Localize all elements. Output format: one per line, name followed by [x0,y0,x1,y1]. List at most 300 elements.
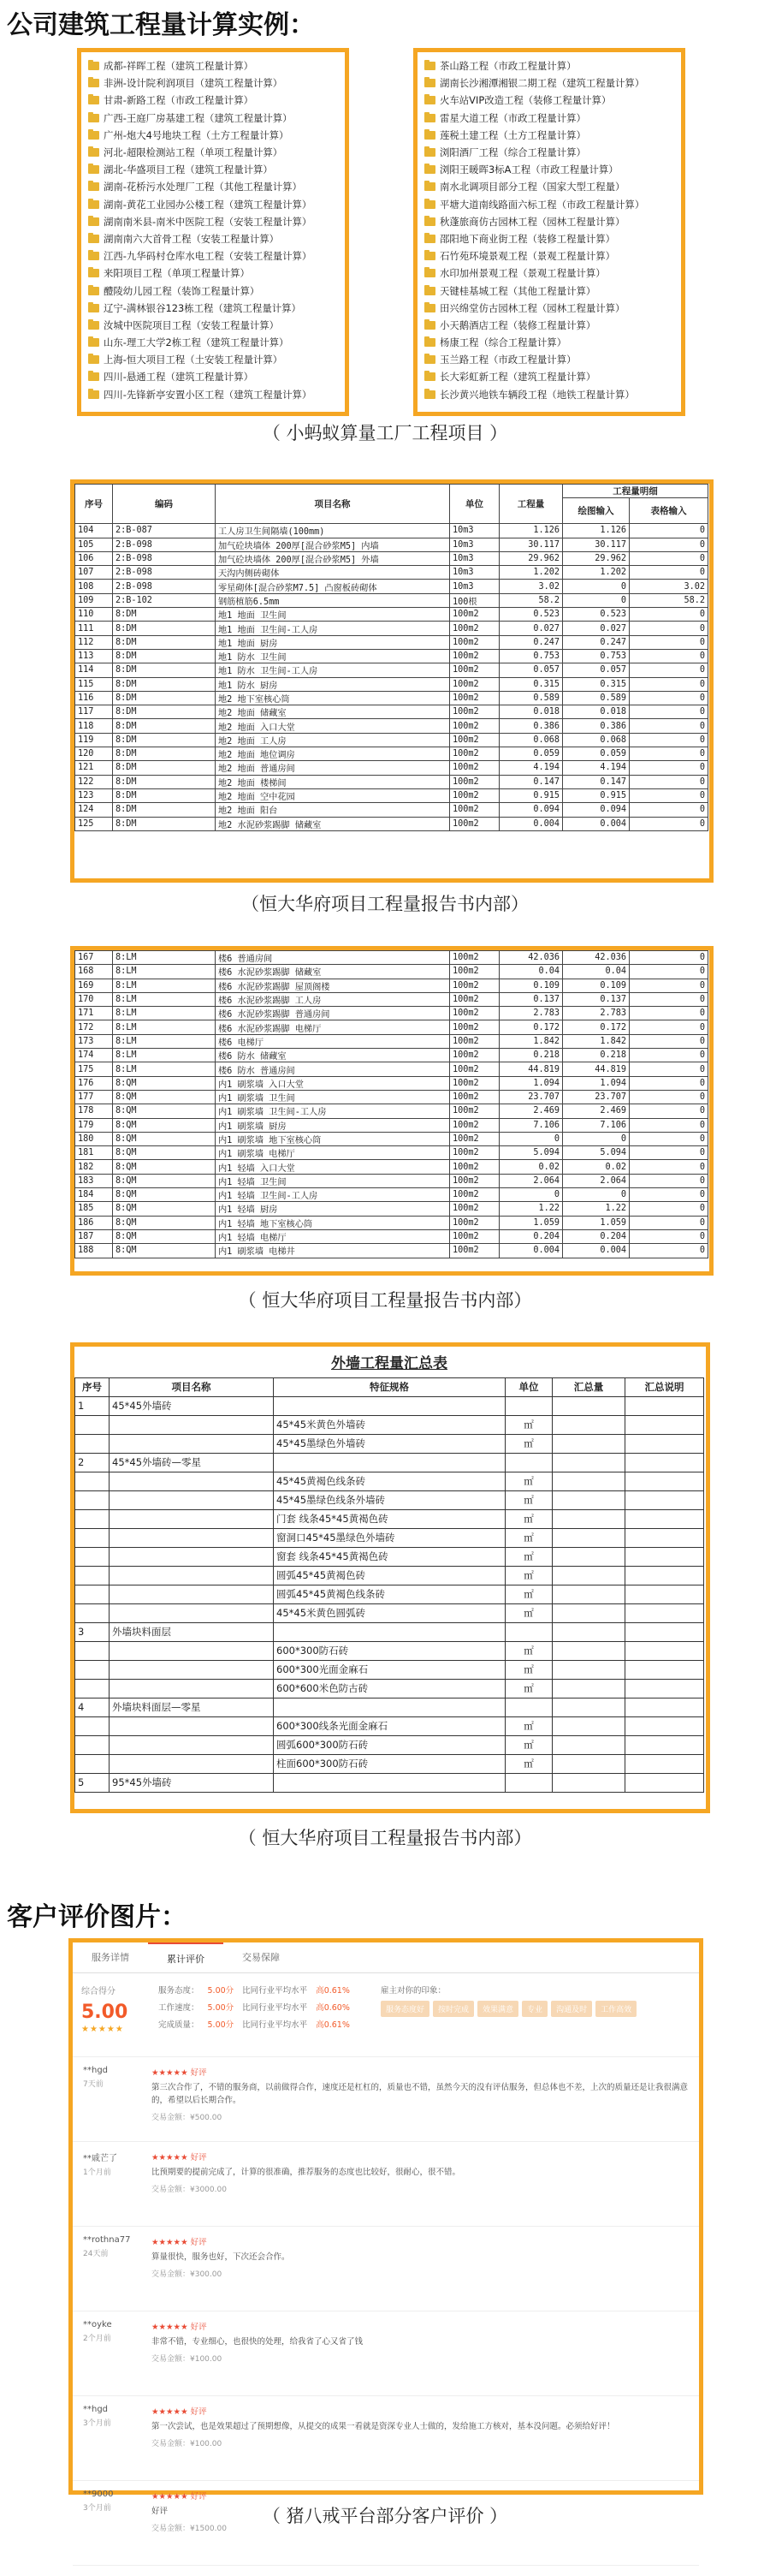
cell-table: 0 [630,1034,708,1048]
cell-no: 182 [75,1160,113,1174]
cell-table: 0 [630,538,708,551]
cell-no: 4 [75,1698,110,1716]
folder-item[interactable] [88,127,345,144]
folder-label: 成都-祥晖工程（建筑工程量计算） [104,60,253,73]
cell-unit: ㎡ [506,1528,553,1547]
cell-draw: 0 [563,1188,630,1202]
cell-code: 8:QM [113,1229,216,1243]
cell-code: 8:QM [113,1174,216,1187]
cell-draw: 1.22 [563,1202,630,1216]
folder-icon [424,165,435,174]
folder-item[interactable] [424,92,681,109]
table-row [75,1509,704,1528]
cell-name: 地2 地面 楼梯间 [216,775,450,788]
cell-name: 地1 地面 厨房 [216,635,450,649]
cell-unit: 100根 [450,593,500,607]
folder-label: 浏阳酒厂工程（综合工程量计算） [440,146,586,159]
cell-no: 106 [75,551,113,565]
cell-no: 120 [75,747,113,761]
cell-draw: 0.057 [563,663,630,677]
review-amount: 交易金额：¥500.00 [151,2114,222,2122]
cell-no: 173 [75,1034,113,1048]
cell-draw: 0.068 [563,733,630,747]
folder-label: 长大彩虹新工程（建筑工程量计算） [440,371,596,384]
col-detail: 工程量明细 [563,485,708,498]
table-row [75,1146,708,1160]
table-row [75,1698,704,1716]
cell-qty: 0.247 [500,635,563,649]
table-row [75,1216,708,1229]
cell-name: 地2 地面 地位调房 [216,747,450,761]
folder-item[interactable] [88,196,345,213]
cell-table: 58.2 [630,593,708,607]
folder-icon [424,252,435,260]
cell-name [110,1434,274,1453]
cell-unit: 100m2 [450,1007,500,1020]
table-row [75,1229,708,1243]
reviewer [83,2235,151,2302]
cell-name [110,1735,274,1754]
folder-icon [424,79,435,87]
table-row [75,1049,708,1062]
cell-code: 2:B-098 [113,551,216,565]
cell-name: 地1 防水 卫生间 [216,649,450,663]
cell-no: 5 [75,1773,110,1792]
cell-code: 8:DM [113,649,216,663]
review-stars: ★★★★★ 好评 [151,2238,207,2247]
cell-name: 外墙块料面层 [110,1622,274,1641]
cell-draw: 0 [563,1132,630,1145]
cell-qty: 1.094 [500,1076,563,1090]
cell-qty: 58.2 [500,593,563,607]
table-row [75,1174,708,1187]
table-row [75,1622,704,1641]
cell-spec: 600*600米色防古砖 [274,1679,506,1698]
col-name: 项目名称 [216,485,450,524]
cell-unit: 100m2 [450,635,500,649]
folder-item[interactable] [424,230,681,247]
review-amount: 交易金额：¥3000.00 [151,2186,227,2194]
table-row [75,775,708,788]
folder-item[interactable] [424,247,681,265]
cell-code: 2:B-098 [113,580,216,593]
col-no: 序号 [75,485,113,524]
cell-note [625,1679,704,1698]
folder-item[interactable] [88,213,345,230]
cell-unit: 100m2 [450,788,500,802]
table-row [75,1679,704,1698]
cell-code: 8:LM [113,1049,216,1062]
table-row [75,1160,708,1174]
folder-item[interactable] [424,300,681,317]
cell-table: 0 [630,649,708,663]
cell-code: 2:B-098 [113,566,216,580]
tab-reviews[interactable]: 累计评价 [148,1942,223,1972]
folder-item[interactable] [88,282,345,299]
cell-code: 8:QM [113,1160,216,1174]
ext-col-total: 汇总量 [553,1377,625,1396]
score-stars: ★★★★★ [81,2025,124,2034]
folder-icon [88,182,99,191]
folder-label: 四川-先锋新亭安置小区工程（建筑工程量计算） [104,388,312,401]
folder-item[interactable] [424,386,681,403]
tab-service-details[interactable]: 服务详情 [92,1952,129,1963]
cell-total [553,1622,625,1641]
cell-qty: 0.915 [500,788,563,802]
table-row [75,979,708,992]
cell-draw: 4.194 [563,761,630,775]
cell-table: 0 [630,1104,708,1118]
cell-draw: 0.204 [563,1229,630,1243]
cell-note [625,1566,704,1585]
cell-draw: 0.915 [563,788,630,802]
table-row [75,1585,704,1603]
cell-code: 8:DM [113,677,216,691]
cell-no: 2 [75,1453,110,1472]
cell-draw: 1.059 [563,1216,630,1229]
cell-draw: 1.842 [563,1034,630,1048]
cell-unit: 100m2 [450,1118,500,1132]
cell-code: 8:LM [113,965,216,979]
cell-no: 185 [75,1202,113,1216]
cell-qty: 1.22 [500,1202,563,1216]
cell-no [75,1434,110,1453]
cell-code: 8:DM [113,733,216,747]
folder-item[interactable] [424,161,681,178]
cell-name: 45*45外墙砖—零星 [110,1453,274,1472]
table-row [75,803,708,817]
cell-qty: 0.753 [500,649,563,663]
cell-unit: 100m2 [450,775,500,788]
cell-no [75,1585,110,1603]
table-row [75,1566,704,1585]
folder-icon [424,269,435,277]
folder-label: 杨康工程（综合工程量计算） [440,336,567,349]
cell-qty: 0.137 [500,992,563,1006]
folder-item[interactable] [88,368,345,385]
cell-qty: 0.218 [500,1049,563,1062]
cell-name: 天沟内侧砖砌体 [216,566,450,580]
cell-total [553,1660,625,1679]
review-stars: ★★★★★ 好评 [151,2068,207,2078]
folder-item[interactable] [424,368,681,385]
folder-icon [424,114,435,122]
folder-item[interactable] [424,317,681,334]
folder-icon [88,235,99,243]
cell-unit [506,1622,553,1641]
cell-no: 177 [75,1090,113,1104]
cell-total [553,1716,625,1735]
cell-no: 180 [75,1132,113,1145]
metric-row [158,1984,372,2001]
score-summary [73,1973,699,2057]
folder-item[interactable] [424,265,681,282]
folder-icon [424,148,435,157]
folder-icon [88,217,99,226]
cell-code: 8:QM [113,1146,216,1160]
folder-item[interactable] [424,334,681,351]
cell-table: 0 [630,965,708,979]
cell-name: 地2 地面 普通房间 [216,761,450,775]
cell-unit [506,1773,553,1792]
cell-code: 8:DM [113,635,216,649]
folder-item[interactable] [88,57,345,74]
cell-qty: 0.018 [500,705,563,719]
cell-no: 117 [75,705,113,719]
cell-table: 0 [630,761,708,775]
cell-code: 8:QM [113,1188,216,1202]
cell-name: 地2 地下室核心筒 [216,691,450,705]
cell-spec: 圆弧45*45黄褐色线条砖 [274,1585,506,1603]
quantity-report-table-1 [70,479,714,883]
cell-total [553,1472,625,1490]
cell-no [75,1641,110,1660]
cell-qty: 44.819 [500,1062,563,1076]
cell-note [625,1716,704,1735]
folder-item[interactable] [88,386,345,403]
cell-table: 0 [630,1118,708,1132]
folder-label: 山东-理工大学2栋工程（建筑工程量计算） [104,336,289,349]
cell-qty: 2.783 [500,1007,563,1020]
table-row [75,1396,704,1415]
folder-item[interactable] [424,57,681,74]
cell-no: 123 [75,788,113,802]
table-row [75,1076,708,1090]
table-row [75,788,708,802]
folder-item[interactable] [88,144,345,161]
cell-draw: 1.202 [563,566,630,580]
cell-code: 8:DM [113,817,216,830]
cell-table: 0 [630,992,708,1006]
cell-total [553,1603,625,1622]
folder-item[interactable] [424,144,681,161]
folder-item[interactable] [88,247,345,265]
cell-unit: ㎡ [506,1754,553,1773]
impression-tag: 沟通及时 [551,2001,592,2017]
folder-item[interactable] [424,127,681,144]
table-row [75,705,708,719]
folder-label: 河北-超限检测站工程（单项工程量计算） [104,146,283,159]
cell-no [75,1754,110,1773]
folder-item[interactable] [424,282,681,299]
cell-draw: 30.117 [563,538,630,551]
folder-icon [88,338,99,347]
cell-qty: 0.094 [500,803,563,817]
cell-no [75,1679,110,1698]
cell-no [75,1716,110,1735]
folder-item[interactable] [424,213,681,230]
cell-name: 地2 地面 空中花园 [216,788,450,802]
review-text: 算量很快，服务也好，下次还会合作。 [151,2252,290,2262]
metric-percent: 高0.61% [316,1986,350,1996]
cell-code: 8:LM [113,1034,216,1048]
folder-item[interactable] [424,196,681,213]
cell-qty: 2.064 [500,1174,563,1187]
cell-draw: 0.094 [563,803,630,817]
cell-table: 0 [630,1007,708,1020]
folder-icon [424,235,435,243]
folder-item[interactable] [88,351,345,368]
folder-label: 上海-恒大项目工程（土安装工程量计算） [104,354,283,366]
folder-icon [424,200,435,209]
cell-total [553,1509,625,1528]
cell-unit: 100m2 [450,1229,500,1243]
folder-icon [424,217,435,226]
cell-name: 内1 刷浆墙 电梯井 [216,1244,450,1258]
cell-spec: 45*45黄褐色线条砖 [274,1472,506,1490]
cell-qty: 0.147 [500,775,563,788]
cell-name: 内1 轻墙 卫生间 [216,1174,450,1187]
cell-no: 171 [75,1007,113,1020]
cell-draw: 0.147 [563,775,630,788]
cell-code: 8:QM [113,1216,216,1229]
cell-name [110,1660,274,1679]
cell-table: 0 [630,635,708,649]
caption-report-3: （ 恒大华府项目工程量报告书内部） [238,1828,532,1848]
cell-no: 118 [75,719,113,733]
cell-qty: 0.068 [500,733,563,747]
folder-item[interactable] [88,92,345,109]
folder-label: 江西-九华码村仓库水电工程（安装工程量计算） [104,250,312,263]
tab-guarantee[interactable]: 交易保障 [242,1952,280,1963]
cell-no [75,1566,110,1585]
cell-unit [506,1698,553,1716]
impression-tag: 服务态度好 [381,2001,429,2017]
col-code: 编码 [113,485,216,524]
reviewer-name: **hgd [83,2405,109,2414]
folder-item[interactable] [88,334,345,351]
cell-spec [274,1773,506,1792]
reviewer [83,2320,151,2387]
cell-name [110,1472,274,1490]
cell-code: 8:DM [113,803,216,817]
cell-name [110,1566,274,1585]
col-draw-input: 绘图输入 [563,498,630,524]
cell-qty: 0.057 [500,663,563,677]
review-time: 2个月前 [83,2335,111,2343]
caption-report-2: （ 恒大华府项目工程量报告书内部） [238,1290,532,1311]
table-row [75,1754,704,1773]
folder-label: 秋蓬旅商仿古园林工程（园林工程量计算） [440,215,625,228]
cell-draw: 2.469 [563,1104,630,1118]
cell-draw: 42.036 [563,951,630,965]
folder-item[interactable] [88,178,345,195]
cell-name: 地2 水泥砂浆踢脚 储藏室 [216,817,450,830]
table-row [75,538,708,551]
folder-item[interactable] [88,317,345,334]
reviewer [83,2066,151,2133]
cell-unit: ㎡ [506,1660,553,1679]
folder-item[interactable] [424,74,681,92]
cell-table: 0 [630,566,708,580]
cell-total [553,1641,625,1660]
table-row [75,608,708,622]
cell-name: 楼6 水泥砂浆踢脚 屋顶阁楼 [216,979,450,992]
ext-col-unit: 单位 [506,1377,553,1396]
cell-table: 0 [630,1146,708,1160]
folder-item[interactable] [88,74,345,92]
cell-unit: 100m2 [450,691,500,705]
cell-unit: 100m2 [450,761,500,775]
cell-table: 0 [630,803,708,817]
cell-note [625,1698,704,1716]
cell-qty: 0 [500,1188,563,1202]
folder-icon [88,269,99,277]
cell-qty: 0.315 [500,677,563,691]
cell-qty: 7.106 [500,1118,563,1132]
folder-icon [424,96,435,104]
cell-name [110,1754,274,1773]
cell-total [553,1754,625,1773]
review-stars: ★★★★★ 好评 [151,2323,207,2332]
cell-table: 0 [630,1076,708,1090]
folder-icon [424,355,435,364]
folder-item[interactable] [88,300,345,317]
cell-name [110,1490,274,1509]
cell-table: 0 [630,733,708,747]
cell-name: 楼6 水泥砂浆踢脚 电梯厅 [216,1020,450,1034]
cell-unit: 100m2 [450,1049,500,1062]
folder-item[interactable] [424,110,681,127]
cell-spec: 600*300防石砖 [274,1641,506,1660]
cell-unit: 100m2 [450,1216,500,1229]
folder-item[interactable] [88,161,345,178]
folder-icon [424,131,435,140]
cell-unit: 100m2 [450,992,500,1006]
cell-no [75,1547,110,1566]
cell-qty: 0.004 [500,817,563,830]
cell-table: 0 [630,1132,708,1145]
cell-code: 2:B-102 [113,593,216,607]
cell-total [553,1490,625,1509]
cell-unit: 100m2 [450,719,500,733]
folder-item[interactable] [424,178,681,195]
cell-unit: 100m2 [450,1188,500,1202]
caption-reviews: （ 猪八戒平台部分客户评价 ） [262,2506,508,2526]
metric-value: 5.00分 [207,2003,234,2013]
folder-item[interactable] [88,265,345,282]
review-content [151,2320,689,2387]
cell-no [75,1660,110,1679]
cell-qty: 1.842 [500,1034,563,1048]
folder-item[interactable] [424,351,681,368]
table-row [75,1472,704,1490]
cell-draw: 7.106 [563,1118,630,1132]
folder-item[interactable] [88,230,345,247]
cell-no [75,1472,110,1490]
cell-table: 0 [630,775,708,788]
cell-draw: 0.04 [563,965,630,979]
cell-unit: 100m2 [450,1076,500,1090]
cell-unit: 10m3 [450,538,500,551]
cell-draw: 2.783 [563,1007,630,1020]
folder-label: 辽宁-满林银谷123栋工程（建筑工程量计算） [104,301,301,314]
impression-tag: 工作高效 [595,2001,637,2017]
folder-label: 石竹苑环境景观工程（景观工程量计算） [440,250,616,263]
folder-item[interactable] [88,110,345,127]
cell-table: 0 [630,677,708,691]
cell-qty: 1.059 [500,1216,563,1229]
folder-label: 甘肃-新路工程（市政工程量计算） [104,94,253,107]
cell-table: 0 [630,747,708,761]
reviewer [83,2405,151,2472]
folder-label: 玉兰路工程（市政工程量计算） [440,354,577,366]
cell-name [110,1585,274,1603]
cell-table: 0 [630,551,708,565]
cell-code: 8:QM [113,1132,216,1145]
folder-list-right [413,48,685,416]
cell-name: 地1 地面 卫生间-工人房 [216,622,450,635]
